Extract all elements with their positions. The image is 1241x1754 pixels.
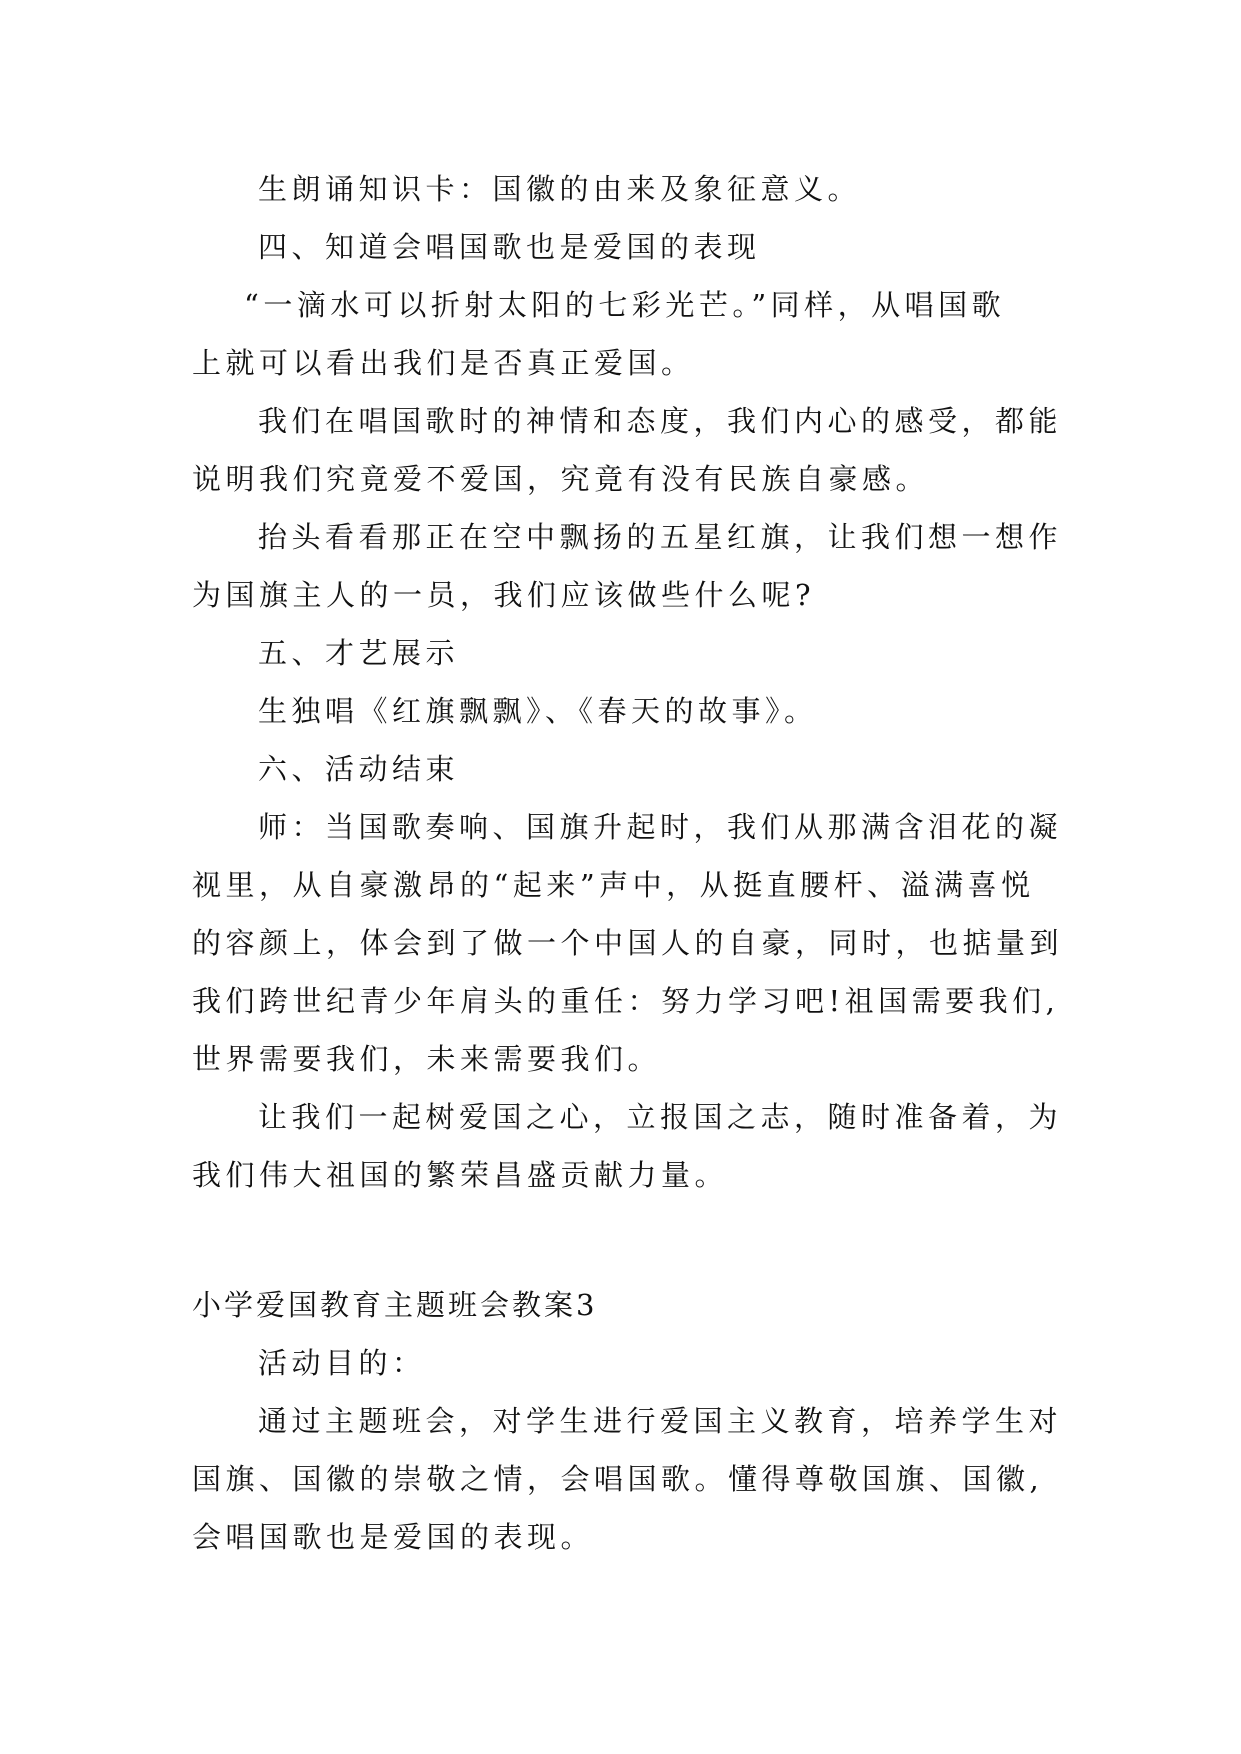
paragraph-line: 为国旗主人的一员，我们应该做些什么呢? (192, 578, 816, 612)
paragraph-line: 我们伟大祖国的繁荣昌盛贡献力量。 (192, 1158, 729, 1192)
paragraph-line: 我们跨世纪青少年肩头的重任：努力学习吧!祖国需要我们, (192, 984, 1060, 1018)
section-heading-4: 四、知道会唱国歌也是爱国的表现 (258, 230, 761, 264)
section-title: 小学爱国教育主题班会教案3 (192, 1288, 598, 1322)
paragraph-recite: 生朗诵知识卡：国徽的由来及象征意义。 (258, 172, 862, 206)
paragraph-line: 视里，从自豪激昂的“起来”声中，从挺直腰杆、溢满喜悦 (192, 868, 1035, 902)
paragraph-quote-line: “一滴水可以折射太阳的七彩光芒。”同样，从唱国歌 (244, 288, 1006, 322)
paragraph-quote-line: 上就可以看出我们是否真正爱国。 (192, 346, 695, 380)
paragraph-line: 的容颜上，体会到了做一个中国人的自豪，同时，也掂量到 (192, 926, 1064, 960)
document-body (192, 160, 1064, 1566)
section-heading-5: 五、才艺展示 (258, 636, 460, 670)
paragraph-line: 会唱国歌也是爱国的表现。 (192, 1520, 595, 1554)
paragraph-solo: 生独唱《红旗飘飘》、《春天的故事》。 (258, 694, 818, 728)
section-spacer (192, 1204, 1058, 1276)
paragraph-line: 让我们一起树爱国之心，立报国之志，随时准备着，为 (258, 1100, 1063, 1134)
section-heading-6: 六、活动结束 (258, 752, 460, 786)
paragraph-line: 我们在唱国歌时的神情和态度，我们内心的感受，都能 (258, 404, 1063, 438)
paragraph-line: 说明我们究竟爱不爱国，究竟有没有民族自豪感。 (192, 462, 930, 496)
paragraph-line: 师：当国歌奏响、国旗升起时，我们从那满含泪花的凝 (258, 810, 1063, 844)
goal-label: 活动目的： (258, 1346, 426, 1380)
paragraph-line: 国旗、国徽的崇敬之情，会唱国歌。懂得尊敬国旗、国徽, (192, 1462, 1044, 1496)
paragraph-line: 通过主题班会，对学生进行爱国主义教育，培养学生对 (258, 1404, 1063, 1438)
paragraph-line: 抬头看看那正在空中飘扬的五星红旗，让我们想一想作 (258, 520, 1063, 554)
paragraph-line: 世界需要我们，未来需要我们。 (192, 1042, 662, 1076)
